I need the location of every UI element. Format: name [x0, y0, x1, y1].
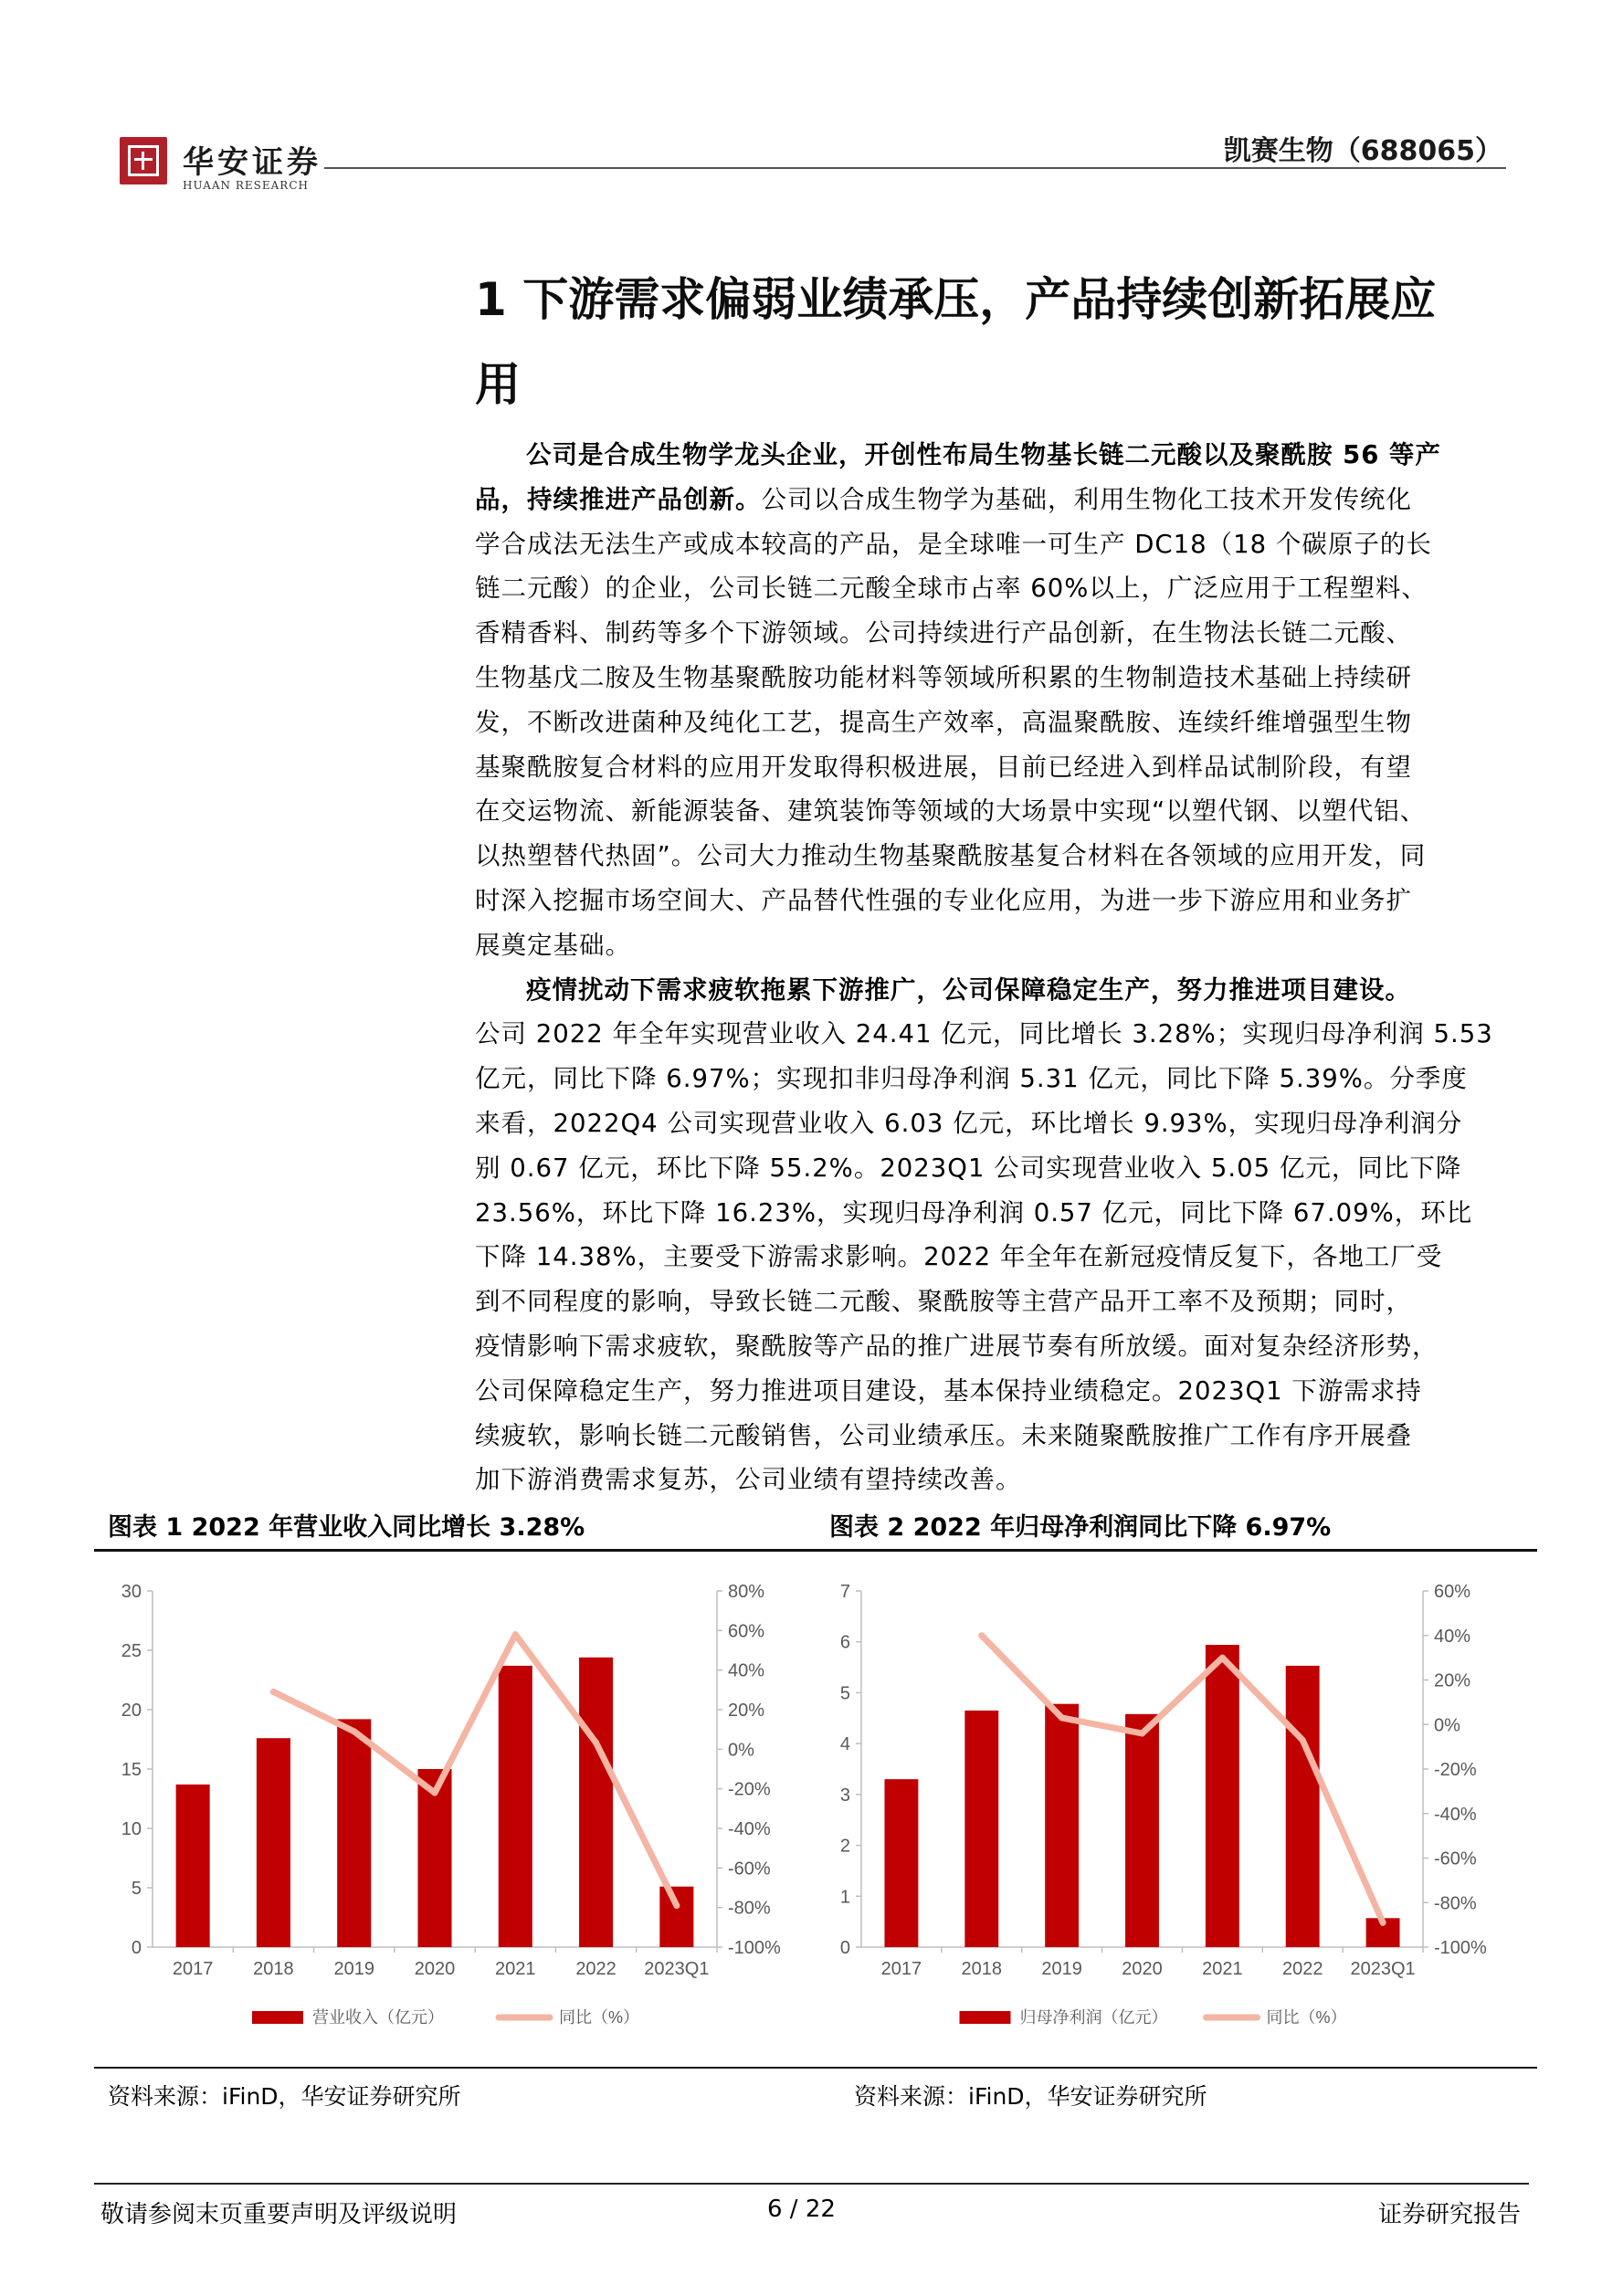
- body-line: [475, 1369, 1525, 1414]
- right-tick-label: -100%: [728, 1938, 781, 1958]
- body-line: [475, 968, 1525, 1013]
- bar: [884, 1779, 918, 1947]
- x-tick-label: 2018: [253, 1959, 294, 1979]
- bar: [1206, 1645, 1239, 1947]
- footer-disclaimer: 敬请参阅末页重要声明及评级说明: [100, 2201, 458, 2228]
- bar: [1125, 1714, 1159, 1947]
- figure-2-source: 资料来源：iFinD，华安证券研究所: [854, 2083, 1207, 2110]
- x-tick-label: 2022: [1281, 1959, 1323, 1979]
- right-tick-label: 20%: [1434, 1670, 1471, 1691]
- body-line: [475, 789, 1525, 834]
- body-line: [475, 656, 1525, 700]
- left-tick-label: 5: [839, 1683, 850, 1704]
- right-tick-label: -40%: [728, 1819, 771, 1839]
- figure-1-source: 资料来源：iFinD，华安证券研究所: [108, 2083, 461, 2110]
- right-tick-label: -20%: [1434, 1760, 1477, 1780]
- left-tick-label: 0: [131, 1938, 142, 1958]
- bar: [1286, 1666, 1320, 1947]
- body-line-text: 展奠定基础。: [475, 930, 631, 960]
- body-text: [475, 433, 1525, 1502]
- left-tick-label: 1: [839, 1887, 850, 1908]
- bar: [337, 1719, 371, 1947]
- left-tick-label: 5: [131, 1879, 142, 1899]
- legend-line-label: 同比（%）: [1266, 2008, 1347, 2027]
- x-tick-label: 2019: [1041, 1959, 1082, 1979]
- right-tick-label: -80%: [728, 1898, 771, 1919]
- body-line: [475, 1101, 1525, 1146]
- page-number: 6 / 22: [767, 2196, 836, 2223]
- yoy-point: [1300, 1737, 1306, 1743]
- x-tick-label: 2017: [172, 1959, 214, 1979]
- left-tick-label: 10: [121, 1819, 142, 1839]
- bar: [964, 1711, 998, 1947]
- body-line: [475, 478, 1525, 522]
- body-line: [475, 1280, 1525, 1324]
- section-title-continued: 用: [475, 358, 521, 411]
- body-line-text: 续疲软，影响长链二元酸销售，公司业绩承压。未来随聚酰胺推广工作有序开展叠: [475, 1420, 1412, 1450]
- body-line-text: 加下游消费需求复苏，公司业绩有望持续改善。: [475, 1465, 1022, 1495]
- x-tick-label: 2021: [1202, 1959, 1243, 1979]
- body-line-text: 发，不断改进菌种及纯化工艺，提高生产效率，高温聚酰胺、连续纤维增强型生物: [475, 707, 1412, 737]
- x-tick-label: 2020: [1122, 1959, 1163, 1979]
- left-tick-label: 0: [839, 1938, 850, 1958]
- x-tick-label: 2020: [414, 1959, 456, 1979]
- bar: [1045, 1704, 1079, 1947]
- right-tick-label: -80%: [1434, 1893, 1477, 1914]
- body-line-text: 23.56%，环比下降 16.23%，实现归母净利润 0.57 亿元，同比下降 67.09%，环比: [475, 1197, 1473, 1227]
- body-line: [475, 1235, 1525, 1280]
- body-line-text: 公司保障稳定生产，努力推进项目建设，基本保持业绩稳定。2023Q1 下游需求持: [475, 1375, 1422, 1406]
- bar: [499, 1666, 532, 1947]
- footer-report-type: 证券研究报告: [1377, 2201, 1521, 2228]
- body-line-text: 下降 14.38%，主要受下游需求影响。2022 年全年在新冠疫情反复下，各地工厂受: [475, 1242, 1443, 1272]
- header-divider: [324, 167, 1506, 169]
- body-line: [475, 1414, 1525, 1459]
- yoy-point: [1219, 1655, 1226, 1661]
- legend-bar-label: 营业收入（亿元）: [312, 2008, 444, 2027]
- body-line-text: 香精香料、制药等多个下游领域。公司持续进行产品创新，在生物法长链二元酸、: [475, 618, 1412, 648]
- body-line-text: 基聚酰胺复合材料的应用开发取得积极进展，目前已经进入到样品试制阶段，有望: [475, 752, 1412, 782]
- yoy-line: [982, 1636, 1383, 1922]
- body-line: [475, 1458, 1525, 1502]
- section-title: 1 下游需求偏弱业绩承压，产品持续创新拓展应: [475, 273, 1437, 326]
- left-tick-label: 4: [839, 1734, 850, 1755]
- body-line-text: 公司以合成生物学为基础，利用生物化工技术开发传统化: [761, 484, 1412, 514]
- logo-chinese-name: 华安证券: [183, 144, 321, 181]
- right-tick-label: 60%: [1434, 1582, 1471, 1602]
- right-tick-label: -100%: [1434, 1938, 1487, 1958]
- yoy-point: [1059, 1714, 1065, 1721]
- stock-name: 凯赛生物（688065）: [1223, 135, 1502, 167]
- x-tick-label: 2019: [333, 1959, 374, 1979]
- body-line: [475, 745, 1525, 790]
- body-line: [475, 433, 1525, 478]
- body-line: [475, 834, 1525, 879]
- yoy-point: [351, 1728, 357, 1734]
- yoy-line: [273, 1635, 676, 1906]
- left-tick-label: 15: [121, 1760, 142, 1780]
- x-tick-label: 2022: [575, 1959, 617, 1979]
- body-line-text: 别 0.67 亿元，环比下降 55.2%。2023Q1 公司实现营业收入 5.05 亿元，同比下降: [475, 1153, 1462, 1183]
- body-line: [475, 522, 1525, 567]
- body-line: [475, 611, 1525, 656]
- body-line: [475, 1146, 1525, 1191]
- x-tick-label: 2021: [495, 1959, 536, 1979]
- yoy-point: [432, 1790, 438, 1796]
- body-line-text: 亿元，同比下降 6.97%；实现扣非归母净利润 5.31 亿元，同比下降 5.39%。分季度: [475, 1064, 1468, 1094]
- legend-bar-label: 归母净利润（亿元）: [1019, 2008, 1168, 2027]
- right-tick-label: 20%: [728, 1701, 765, 1721]
- figure-top-rule: [94, 1549, 1537, 1552]
- x-tick-label: 2018: [961, 1959, 1003, 1979]
- body-line-text: 来看，2022Q4 公司实现营业收入 6.03 亿元，环比增长 9.93%，实现归母净利润分: [475, 1108, 1463, 1138]
- yoy-point: [1380, 1920, 1386, 1926]
- legend-bar-swatch: [960, 2011, 1011, 2024]
- body-line: [475, 1191, 1525, 1236]
- body-line-text: 链二元酸）的企业，公司长链二元酸全球市占率 60%以上，广泛应用于工程塑料、: [475, 574, 1428, 604]
- bar: [579, 1658, 613, 1947]
- right-tick-label: -20%: [728, 1779, 771, 1800]
- right-tick-label: 0%: [728, 1740, 754, 1761]
- yoy-point: [673, 1902, 680, 1909]
- body-line-text: 生物基戊二胺及生物基聚酰胺功能材料等领域所积累的生物制造技术基础上持续研: [475, 662, 1412, 692]
- right-tick-label: -60%: [728, 1859, 771, 1880]
- legend-line-label: 同比（%）: [559, 2008, 640, 2027]
- left-tick-label: 7: [839, 1582, 850, 1602]
- left-tick-label: 20: [121, 1701, 142, 1721]
- body-line: [475, 923, 1525, 968]
- right-tick-label: -40%: [1434, 1804, 1477, 1825]
- yoy-point: [512, 1631, 519, 1638]
- left-tick-label: 2: [839, 1836, 850, 1857]
- x-tick-label: 2023Q1: [644, 1959, 710, 1979]
- yoy-point: [978, 1632, 985, 1638]
- yoy-point: [270, 1689, 277, 1695]
- right-tick-label: 0%: [1434, 1715, 1460, 1736]
- right-tick-label: 60%: [728, 1621, 765, 1642]
- right-tick-label: 80%: [728, 1582, 765, 1602]
- left-tick-label: 30: [121, 1582, 142, 1602]
- body-line: [475, 566, 1525, 611]
- company-logo-icon: [120, 137, 167, 184]
- left-tick-label: 3: [839, 1785, 850, 1806]
- body-line-text: 在交运物流、新能源装备、建筑装饰等领域的大场景中实现“以塑代钢、以塑代铝、: [475, 796, 1427, 827]
- footer-divider: [94, 2183, 1529, 2185]
- left-tick-label: 25: [121, 1641, 142, 1661]
- yoy-point: [593, 1740, 599, 1746]
- x-tick-label: 2017: [880, 1959, 922, 1979]
- right-tick-label: 40%: [728, 1660, 765, 1681]
- logo-english-name: HUAAN RESEARCH: [183, 179, 309, 192]
- body-line: [475, 879, 1525, 923]
- body-line: [475, 1012, 1525, 1057]
- right-tick-label: -60%: [1434, 1848, 1477, 1869]
- legend-bar-swatch: [252, 2011, 303, 2024]
- right-tick-label: 40%: [1434, 1626, 1471, 1647]
- net-profit-chart: [816, 1562, 1528, 2055]
- yoy-point: [1139, 1731, 1145, 1737]
- body-line-bold: 公司是合成生物学龙头企业，开创性布局生物基长链二元酸以及聚酰胺 56 等产: [526, 440, 1441, 469]
- figure-2-title: 图表 2 2022 年归母净利润同比下降 6.97%: [829, 1513, 1332, 1542]
- revenue-chart: [96, 1562, 808, 2055]
- body-line-bold: 品，持续推进产品创新。: [475, 484, 762, 514]
- body-line-bold: 疫情扰动下需求疲软拖累下游推广，公司保障稳定生产，努力推进项目建设。: [526, 974, 1411, 1005]
- figure-1-title: 图表 1 2022 年营业收入同比增长 3.28%: [108, 1513, 585, 1542]
- bar: [659, 1887, 693, 1947]
- figure-bottom-rule: [94, 2067, 1537, 2069]
- bar: [176, 1785, 210, 1947]
- x-tick-label: 2023Q1: [1350, 1959, 1416, 1979]
- body-line: [475, 1324, 1525, 1369]
- body-line: [475, 1057, 1525, 1101]
- left-tick-label: 6: [839, 1632, 850, 1653]
- body-line-text: 以热塑替代热固”。公司大力推动生物基聚酰胺基复合材料在各领域的应用开发，同: [475, 841, 1427, 871]
- body-line-text: 学合成法无法生产或成本较高的产品，是全球唯一可生产 DC18（18 个碳原子的长: [475, 529, 1432, 559]
- body-line-text: 公司 2022 年全年实现营业收入 24.41 亿元，同比增长 3.28%；实现归母净利润 5.53: [475, 1019, 1493, 1049]
- bar: [257, 1738, 290, 1947]
- body-line-text: 时深入挖掘市场空间大、产品替代性强的专业化应用，为进一步下游应用和业务扩: [475, 885, 1412, 915]
- body-line: [475, 700, 1525, 745]
- body-line-text: 到不同程度的影响，导致长链二元酸、聚酰胺等主营产品开工率不及预期；同时，: [475, 1287, 1412, 1317]
- body-line-text: 疫情影响下需求疲软，聚酰胺等产品的推广进展节奏有所放缓。面对复杂经济形势，: [475, 1331, 1439, 1361]
